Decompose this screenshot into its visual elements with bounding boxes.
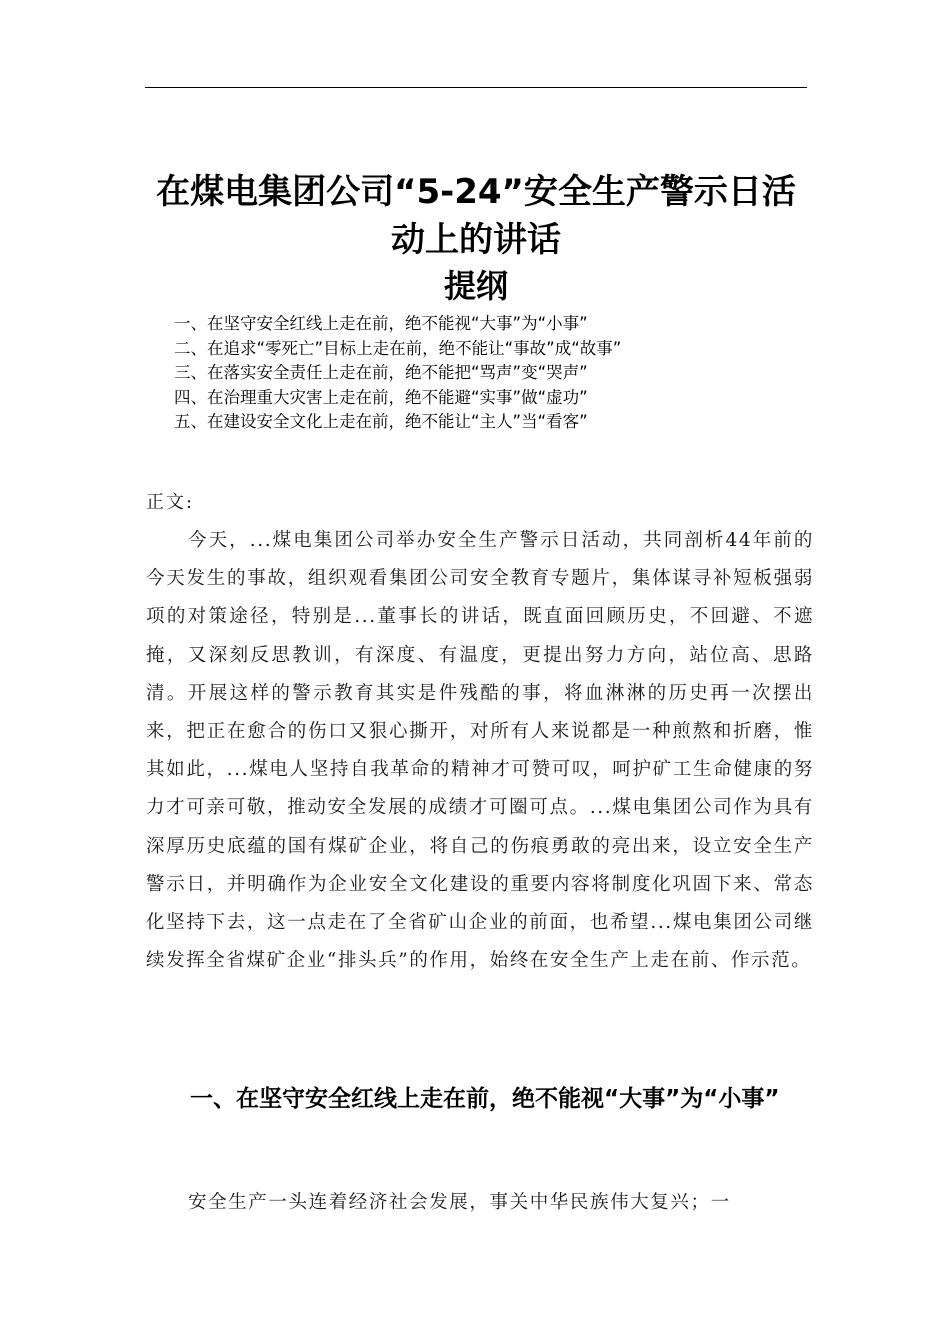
- outline-item: 三、在落实安全责任上走在前，绝不能把“骂声”变“哭声”: [174, 363, 588, 382]
- outline-item: 二、在追求“零死亡”目标上走在前，绝不能让“事故”成“故事”: [174, 338, 622, 358]
- body-label: 正文:: [146, 492, 195, 513]
- document-title: 在煤电集团公司“5-24”安全生产警示日活动上的讲话: [156, 172, 796, 260]
- outline-item: 四、在治理重大灾害上走在前，绝不能避“实事”做“虚功”: [174, 387, 588, 407]
- section-1-paragraph: 安全生产一头连着经济社会发展，事关中华民族伟大复兴；一: [188, 1192, 731, 1213]
- section-1-heading: 一、在坚守安全红线上走在前，绝不能视“大事”为“小事”: [190, 1086, 780, 1112]
- outline-item: 五、在建设安全文化上走在前，绝不能让“主人”当“看客”: [174, 412, 588, 431]
- outline-list: [174, 312, 814, 435]
- header-rule: [145, 87, 807, 88]
- outline-heading: 提纲: [443, 267, 508, 305]
- outline-item: 一、在坚守安全红线上走在前，绝不能视“大事”为“小事”: [174, 314, 588, 333]
- intro-paragraph: 今天，...煤电集团公司举办安全生产警示日活动，共同剖析44年前的今天发生的事故，组织观看集团公司安全教育专题片，集体谋寻补短板强弱项的对策途径，特别是...董事长的讲话，既直面回顾历史，不回避、不遮掩，又深刻反思教训，有深度、有温度，更提出努力方向，站位高、思路清。开展这样的警示教育其实是件残酷的事，将血淋淋的历史再一次摆出来，把正在愈合的伤口又狠心撕开，对所有人来说都是一种煎熬和折磨，惟其如此，...煤电人坚持自我革命的精神才可赞可叹，呵护矿工生命健康的努力才可亲可敬，推动安全发展的成绩才可圈可点。...煤电集团公司作为具有深厚历史底蕴的国有煤矿企业，将自己的伤痕勇敢的亮出来，设立安全生产警示日，并明确作为企业安全文化建设的重要内容将制度化巩固下来、常态化坚持下去，这一点走在了全省矿山企业的前面，也希望...煤电集团公司继续发挥全省煤矿企业“排头兵”的作用，始终在安全生产上走在前、作示范。: [146, 530, 814, 972]
